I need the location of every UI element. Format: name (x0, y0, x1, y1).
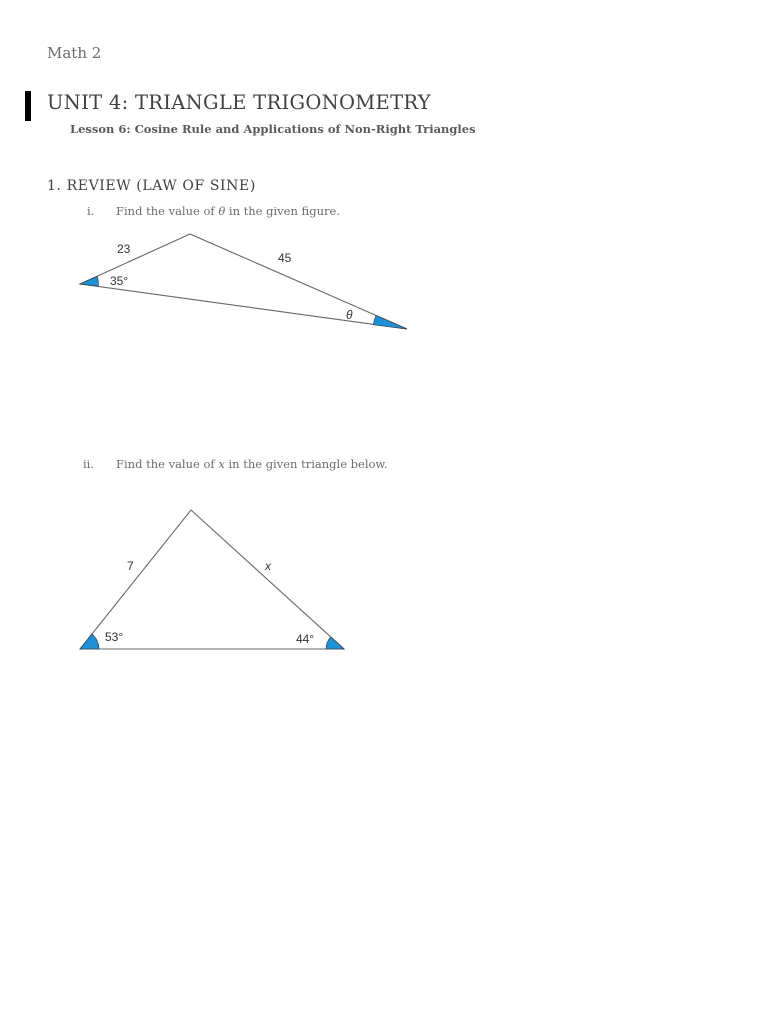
lesson-title: Lesson 6: Cosine Rule and Applications of Non-Right Triangles (70, 122, 476, 136)
angle-label: 53° (105, 630, 124, 644)
course-name: Math 2 (47, 44, 102, 62)
question-text (116, 457, 388, 471)
question-text-part: Find the value of (116, 457, 219, 471)
side-label: 7 (127, 559, 134, 573)
side-label: 23 (117, 242, 131, 256)
side-label: x (265, 559, 271, 573)
angle-marker-right (326, 637, 344, 649)
question-number: i. (87, 204, 95, 218)
question-text-part: in the given figure. (225, 204, 340, 218)
question-variable: x (218, 457, 225, 471)
question-text-part: Find the value of (116, 204, 219, 218)
angle-label: 44° (296, 632, 315, 646)
angle-label: θ (346, 308, 353, 322)
question-number: ii. (83, 457, 95, 471)
unit-title: UNIT 4: TRIANGLE TRIGONOMETRY (47, 91, 431, 114)
angle-marker-right (373, 315, 407, 329)
triangle-outline (80, 510, 344, 649)
question-text-part: in the given triangle below. (224, 457, 388, 471)
triangle-figure-2 (80, 510, 344, 649)
triangle-figure-1 (80, 234, 407, 329)
question-variable: θ (218, 204, 226, 218)
side-label: 45 (278, 251, 292, 265)
section-heading: 1. REVIEW (LAW OF SINE) (47, 178, 256, 194)
angle-label: 35° (110, 274, 129, 288)
